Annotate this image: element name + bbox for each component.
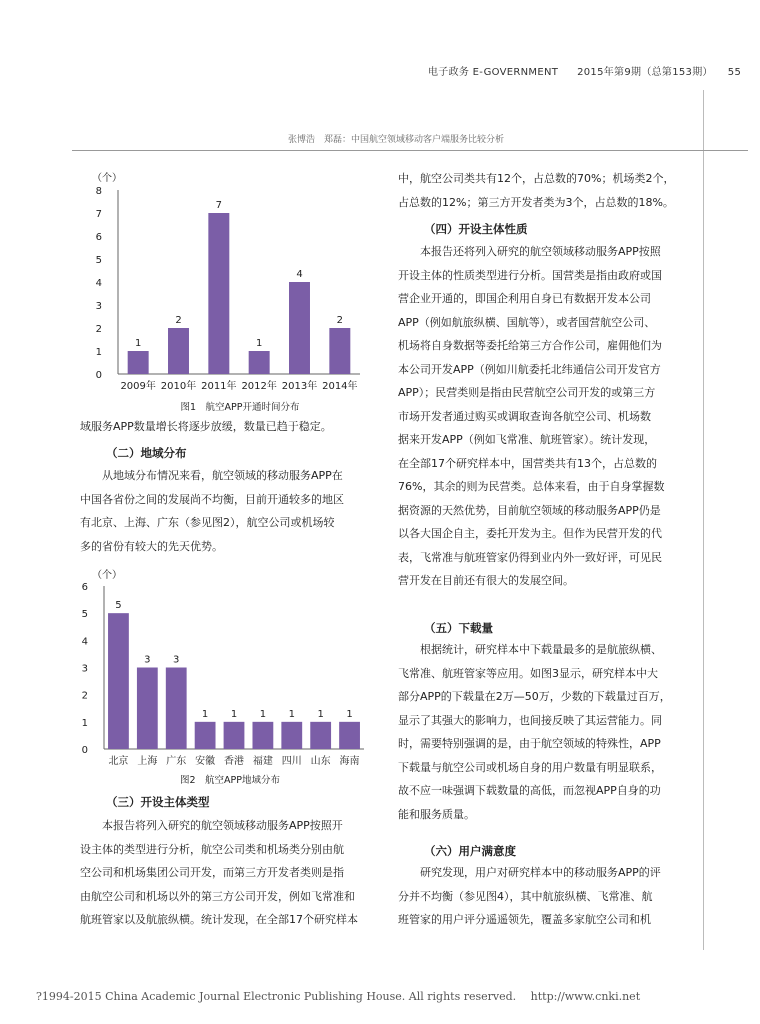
text-line: 故不应一味强调下载数量的高低，而忽视APP自身的功: [398, 784, 661, 797]
bar-四川: [281, 722, 302, 749]
running-header: [428, 63, 741, 78]
y-tick-label: 7: [95, 209, 102, 220]
text-line: 本报告将列入研究的航空领域移动服务APP按照开: [80, 819, 343, 832]
text-line: APP）；民营类则是指由民营航空公司开发的或第三方: [398, 386, 656, 399]
section-heading-download: （五）下载量: [424, 621, 493, 635]
bar-value-label: 7: [215, 200, 223, 211]
bar-北京: [108, 613, 129, 749]
x-tick-label: 2010年: [160, 381, 197, 392]
text-line: 中国各省份之间的发展尚不均衡，目前开通较多的地区: [80, 492, 344, 506]
x-tick-label: 2011年: [201, 381, 237, 392]
text-line: 本公司开发APP（例如川航委托北纬通信公司开发官方: [398, 362, 661, 376]
y-tick-label: 8: [95, 186, 102, 197]
bar-value-label: 2: [175, 315, 182, 326]
bar-2013年: [289, 282, 310, 374]
bar-value-label: 2: [336, 315, 344, 326]
text-line: 占总数的12%；第三方开发者类为3个，占总数的18%。: [398, 195, 674, 209]
bar-value-label: 1: [230, 708, 238, 720]
text-line: 多的省份有较大的先天优势。: [80, 539, 223, 553]
bar-value-label: 5: [115, 600, 122, 612]
page-number: 55: [727, 67, 742, 78]
text-line: 有北京、上海、广东（参见图2），航空公司或机场较: [80, 516, 335, 529]
chart-2-svg: [80, 565, 380, 797]
text-line: 域服务APP数量增长将逐步放缓，数量已趋于稳定。: [80, 420, 332, 433]
figure-caption: 图2 航空APP地域分布: [179, 775, 281, 786]
y-axis-unit-label: （个）: [92, 173, 122, 184]
section-heading-type: （三）开设主体类型: [106, 795, 210, 809]
x-tick-label: 福建: [252, 756, 273, 767]
y-tick-label: 0: [81, 745, 88, 756]
text-line: 开设主体的性质类型进行分析。国营类是指由政府或国: [398, 268, 662, 282]
bar-value-label: 4: [296, 269, 303, 280]
text-line: 在全部17个研究样本中，国营类共有13个，占总数的: [398, 456, 657, 470]
text-line: 分并不均衡（参见图4），其中航旅纵横、飞常准、航: [398, 889, 653, 903]
text-line: 空公司和机场集团公司开发，而第三方开发者类则是指: [80, 866, 344, 879]
x-tick-label: 上海: [137, 756, 158, 767]
y-tick-label: 3: [81, 663, 88, 675]
bar-value-label: 1: [201, 708, 209, 720]
right-paragraph-download: [398, 638, 671, 826]
article-running-title: 张博浩 郑磊：中国航空领域移动客户端服务比较分析: [288, 135, 505, 145]
text-line: 据来开发APP（例如飞常准、航班管家）。统计发现，: [398, 433, 656, 446]
left-paragraph-fig1-tail: [80, 415, 332, 439]
text-line: 时，需要特别强调的是，由于航空领域的特殊性，APP: [398, 737, 661, 750]
bar-value-label: 1: [288, 708, 295, 720]
left-paragraph-type: [80, 814, 358, 932]
x-tick-label: 海南: [339, 756, 360, 767]
section-heading-region: （二）地域分布: [106, 446, 187, 460]
copyright-footer: ?1994-2015 China Academic Journal Electronic Publishing House. All rights reserved. http://www.cnki.net: [36, 990, 641, 1003]
text-line: 能和服务质量。: [398, 807, 475, 821]
bar-value-label: 1: [134, 338, 142, 349]
bar-2009年: [128, 351, 149, 374]
bar-value-label: 3: [144, 654, 151, 666]
bar-香港: [224, 722, 245, 749]
figure-caption: 图1 航空APP开通时间分布: [180, 402, 300, 413]
text-line: 研究发现，用户对研究样本中的移动服务APP的评: [398, 866, 661, 879]
right-paragraph-top: [398, 167, 674, 214]
text-line: 营企业开通的，即国企利用自身已有数据开发本公司: [398, 292, 651, 305]
bar-福建: [252, 722, 273, 749]
text-line: 中，航空公司类共有12个，占总数的70%；机场类2个，: [398, 172, 675, 185]
text-line: 下载量与航空公司或机场自身的用户数量有明显联系，: [398, 760, 662, 774]
y-tick-label: 0: [95, 370, 102, 381]
y-tick-label: 4: [95, 278, 102, 289]
bar-value-label: 3: [173, 654, 180, 666]
text-line: 营开发在目前还有很大的发展空间。: [398, 574, 574, 587]
bar-value-label: 1: [255, 338, 263, 349]
y-tick-label: 2: [95, 324, 102, 335]
right-paragraph-nature: [398, 240, 664, 593]
text-line: 据资源的天然优势，目前航空领域的移动服务APP仍是: [398, 503, 661, 517]
bar-上海: [137, 668, 158, 750]
right-paragraph-satisfaction: [398, 861, 661, 932]
y-tick-label: 2: [81, 690, 88, 702]
bar-value-label: 1: [346, 708, 353, 720]
y-tick-label: 1: [81, 717, 88, 729]
text-line: 机场将自身数据等委托给第三方合作公司，雇佣他们为: [398, 339, 662, 352]
bar-2011年: [208, 213, 229, 374]
section-heading-nature: （四）开设主体性质: [424, 222, 528, 236]
text-line: 班管家的用户评分遥遥领先，覆盖多家航空公司和机: [398, 913, 651, 926]
text-line: 市场开发者通过购买或调取查询各航空公司、机场数: [398, 409, 651, 423]
bar-value-label: 1: [317, 708, 324, 720]
x-tick-label: 广东: [166, 756, 187, 767]
text-line: 以各大国企自主，委托开发为主。但作为民营开发的代: [398, 527, 662, 540]
x-tick-label: 四川: [281, 756, 302, 767]
y-tick-label: 6: [81, 582, 88, 593]
text-line: 根据统计，研究样本中下载量最多的是航旅纵横、: [398, 643, 662, 656]
left-paragraph-region: [80, 464, 344, 558]
text-line: 表，飞常准与航班管家仍得到业内外一致好评，可见民: [398, 550, 662, 564]
text-line: 设主体的类型进行分析，航空公司类和机场类分别由航: [80, 842, 344, 856]
bar-山东: [310, 722, 331, 749]
y-tick-label: 5: [95, 255, 102, 266]
x-tick-label: 山东: [310, 756, 331, 767]
y-axis-unit-label: （个）: [92, 570, 122, 581]
text-line: 显示了其强大的影响力，也间接反映了其运营能力。同: [398, 713, 662, 727]
text-line: 由航空公司和机场以外的第三方公司开发，例如飞常准和: [80, 889, 355, 903]
y-tick-label: 4: [81, 636, 88, 648]
text-line: 航班管家以及航旅纵横。统计发现，在全部17个研究样本: [80, 913, 358, 926]
header-rule: [72, 150, 748, 151]
text-line: 从地域分布情况来看，航空领域的移动服务APP在: [80, 469, 343, 482]
x-tick-label: 安徽: [195, 756, 216, 767]
x-tick-label: 北京: [108, 756, 129, 767]
x-tick-label: 2012年: [241, 381, 277, 392]
y-tick-label: 5: [81, 609, 88, 621]
bar-value-label: 1: [259, 708, 267, 720]
y-tick-label: 6: [95, 232, 102, 243]
issue-info: 2015年第9期（总第153期）: [577, 67, 713, 78]
bar-2010年: [168, 328, 189, 374]
figure-2: [80, 565, 380, 797]
bar-广东: [166, 668, 187, 750]
bar-海南: [339, 722, 360, 749]
bar-安徽: [195, 722, 216, 749]
text-line: 飞常准、航班管家等应用。如图3显示，研究样本中大: [398, 666, 658, 680]
x-tick-label: 2009年: [120, 381, 156, 392]
figure-1: [80, 170, 380, 415]
x-tick-label: 香港: [224, 756, 244, 767]
x-tick-label: 2013年: [281, 381, 318, 392]
header-vertical-rule: [703, 90, 704, 950]
y-tick-label: 1: [95, 347, 102, 358]
text-line: 76%，其余的则为民营类。总体来看，由于自身掌握数: [398, 480, 665, 493]
section-heading-satisfaction: （六）用户满意度: [424, 844, 516, 858]
bar-2014年: [329, 328, 350, 374]
x-tick-label: 2014年: [322, 381, 358, 392]
text-line: 部分APP的下载量在2万—50万，少数的下载量过百万，: [398, 690, 671, 703]
y-tick-label: 3: [95, 301, 102, 312]
chart-1-svg: [80, 170, 380, 415]
journal-name: 电子政务 E-GOVERNMENT: [428, 67, 559, 78]
text-line: 本报告还将列入研究的航空领域移动服务APP按照: [398, 245, 661, 258]
text-line: APP（例如航旅纵横、国航等），或者国营航空公司、: [398, 315, 656, 329]
bar-2012年: [249, 351, 270, 374]
